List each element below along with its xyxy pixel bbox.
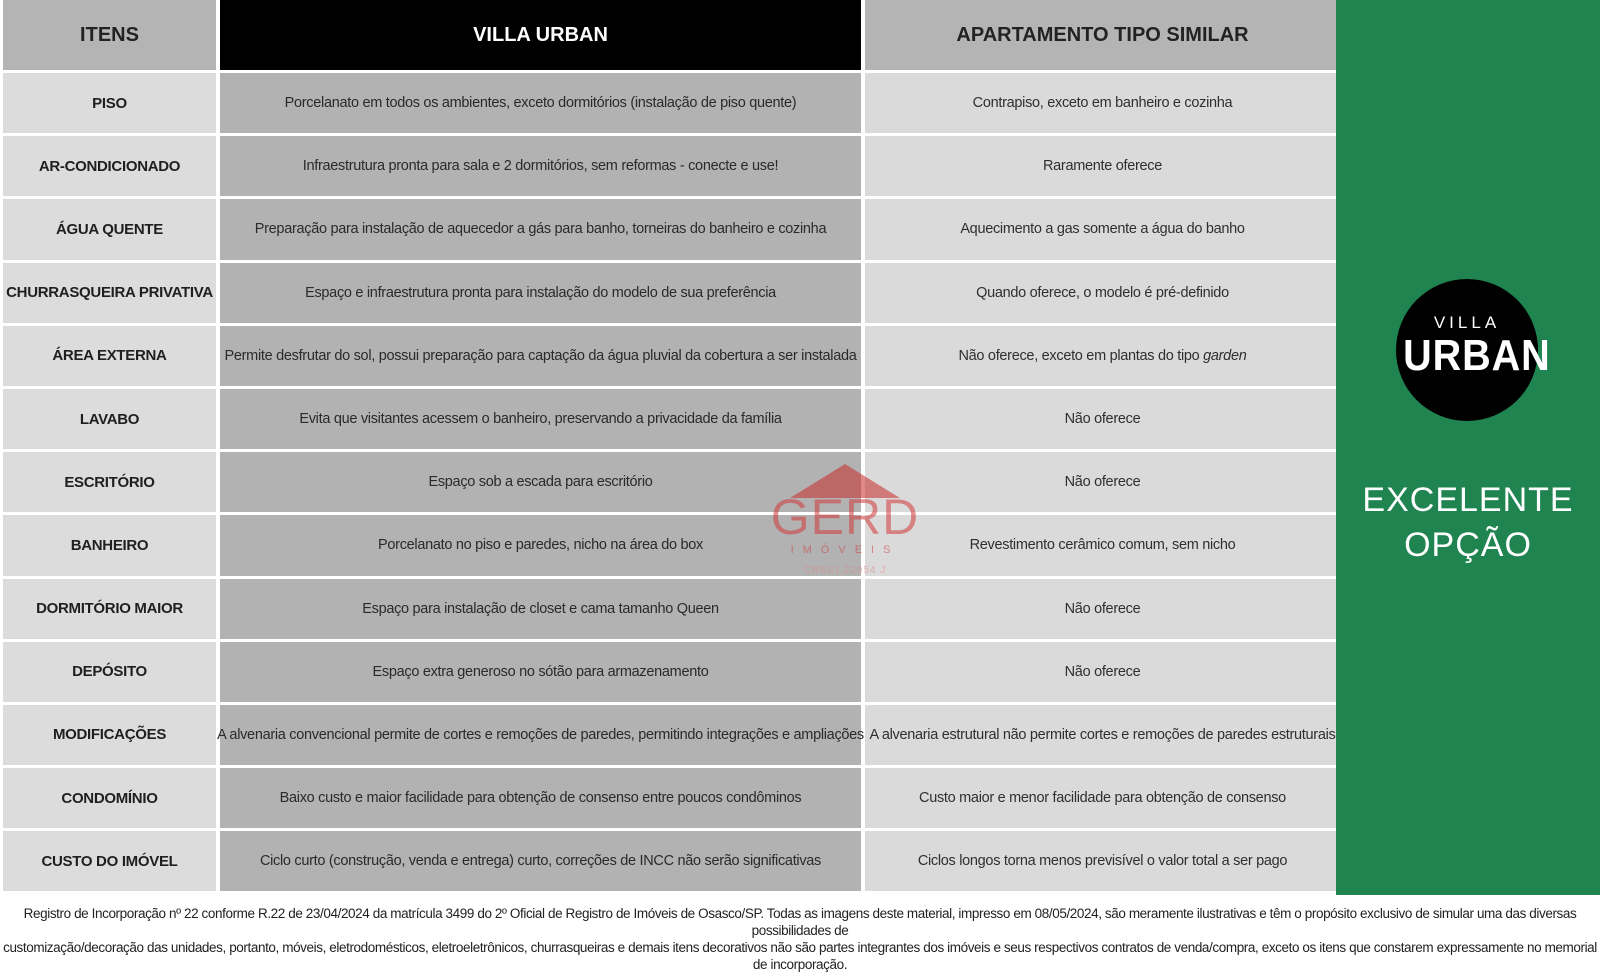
row-villa-value: Porcelanato em todos os ambientes, exceto dormitórios (instalação de piso quente): [220, 73, 861, 136]
row-item-label: PISO: [3, 73, 216, 136]
header-villa-urban: VILLA URBAN: [220, 0, 861, 73]
disclaimer-line1: Registro de Incorporação nº 22 conforme R.22 de 23/04/2024 da matrícula 3499 do 2º Oficial de Registro de Imóveis de Osasco/SP. Todas as imagens deste material, impresso em 08/05/2024, são meramente ilustrativas e têm o propósito exclusivo de simular uma das diversas possibilidades de: [23, 906, 1577, 938]
row-apto-value: [865, 326, 1340, 389]
header-apartamento-similar: APARTAMENTO TIPO SIMILAR: [865, 0, 1340, 73]
row-item-label: DEPÓSITO: [3, 642, 216, 705]
watermark-sub: IMÓVEIS: [790, 544, 900, 556]
row-apto-value: Não oferece: [865, 642, 1340, 705]
row-villa-value: Ciclo curto (construção, venda e entrega) curto, correções de INCC não serão significativas: [220, 831, 861, 894]
row-apto-value: Revestimento cerâmico comum, sem nicho: [865, 515, 1340, 578]
row-villa-value: A alvenaria convencional permite de cortes e remoções de paredes, permitindo integrações e ampliações: [220, 705, 861, 768]
row-apto-value: Custo maior e menor facilidade para obtenção de consenso: [865, 768, 1340, 831]
side-panel: [1336, 0, 1600, 895]
row-item-label: AR-CONDICIONADO: [3, 136, 216, 199]
row-item-label: CONDOMÍNIO: [3, 768, 216, 831]
row-item-label: ÁGUA QUENTE: [3, 199, 216, 262]
row-villa-value: Preparação para instalação de aquecedor a gás para banho, torneiras do banheiro e cozinha: [220, 199, 861, 262]
row-apto-value: Quando oferece, o modelo é pré-definido: [865, 263, 1340, 326]
villa-urban-logo: [1396, 279, 1551, 421]
row-villa-value: Permite desfrutar do sol, possui preparação para captação da água pluvial da cobertura a ser instalada: [220, 326, 861, 389]
disclaimer-line2: customização/decoração das unidades, portanto, móveis, eletrodomésticos, eletroeletrônicos, churrasqueiras e demais itens decorativos não são partes integrantes dos imóveis e seus respectivos contratos de venda/compra, exceto os itens que constarem expressamente no memorial de incorporação.: [3, 940, 1597, 972]
row-apto-value: Não oferece: [865, 452, 1340, 515]
row-apto-value: Raramente oferece: [865, 136, 1340, 199]
logo-urban-text: URBAN: [1403, 331, 1551, 380]
row-apto-value: Não oferece: [865, 389, 1340, 452]
row-villa-value: Porcelanato no piso e paredes, nicho na área do box: [220, 515, 861, 578]
row-apto-value: A alvenaria estrutural não permite cortes e remoções de paredes estruturais: [865, 705, 1340, 768]
row-item-label: BANHEIRO: [3, 515, 216, 578]
row-apto-value: Aquecimento a gas somente a água do banho: [865, 199, 1340, 262]
row-villa-value: Infraestrutura pronta para sala e 2 dormitórios, sem reformas - conecte e use!: [220, 136, 861, 199]
row-villa-value: Espaço extra generoso no sótão para armazenamento: [220, 642, 861, 705]
row-item-label: ÁREA EXTERNA: [3, 326, 216, 389]
legal-disclaimer: [0, 905, 1600, 973]
logo-villa-text: VILLA: [1433, 313, 1501, 332]
row-item-label: CHURRASQUEIRA PRIVATIVA: [3, 263, 216, 326]
row-villa-value: Evita que visitantes acessem o banheiro, preservando a privacidade da família: [220, 389, 861, 452]
row-villa-value: Baixo custo e maior facilidade para obtenção de consenso entre poucos condôminos: [220, 768, 861, 831]
row-villa-value: Espaço e infraestrutura pronta para instalação do modelo de sua preferência: [220, 263, 861, 326]
row-item-label: ESCRITÓRIO: [3, 452, 216, 515]
row-item-label: LAVABO: [3, 389, 216, 452]
header-itens: ITENS: [3, 0, 216, 73]
row-villa-value: Espaço para instalação de closet e cama tamanho Queen: [220, 579, 861, 642]
tagline-line2: OPÇÃO: [1404, 526, 1532, 564]
row-item-label: CUSTO DO IMÓVEL: [3, 831, 216, 894]
apto-text: Não oferece, exceto em plantas do tipo: [958, 347, 1204, 364]
row-apto-value: Não oferece: [865, 579, 1340, 642]
row-item-label: DORMITÓRIO MAIOR: [3, 579, 216, 642]
row-apto-value: Contrapiso, exceto em banheiro e cozinha: [865, 73, 1340, 136]
apto-italic-text: garden: [1203, 347, 1247, 364]
row-villa-value: Espaço sob a escada para escritório: [220, 452, 861, 515]
watermark-creci: CRECI 22054 J: [803, 565, 887, 576]
row-apto-value: Ciclos longos torna menos previsível o valor total a ser pago: [865, 831, 1340, 894]
watermark-brand: GERD: [770, 489, 920, 545]
row-item-label: MODIFICAÇÕES: [3, 705, 216, 768]
tagline-line1: EXCELENTE: [1362, 481, 1574, 519]
tagline: [1336, 478, 1600, 568]
